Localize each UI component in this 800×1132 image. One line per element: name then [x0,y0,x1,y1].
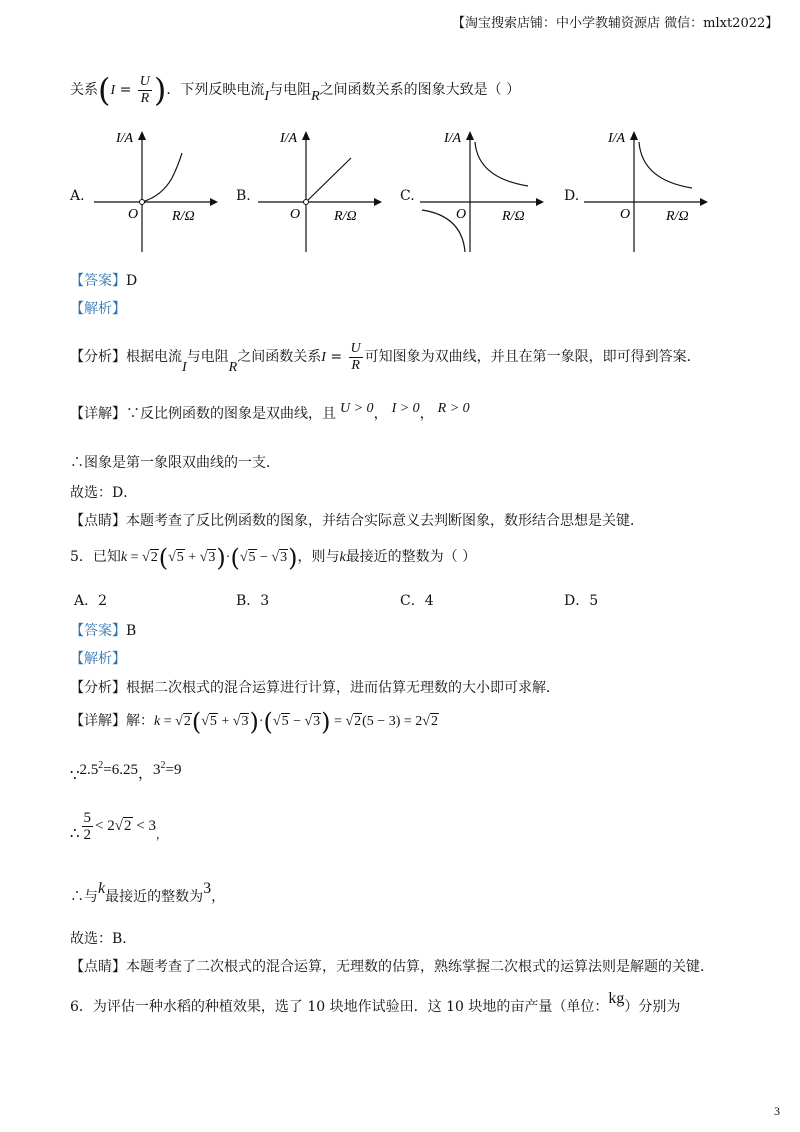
var-i: I [182,360,187,375]
q5-choose: 故选：B． [70,931,137,947]
option-c-label: C. [400,188,415,204]
fenxi-text-2: 与电阻 [186,349,229,365]
answer-tag: 【答案】 [70,273,126,289]
comment-text: 本题考查了二次根式的混合运算，无理数的估算，熟练掌握二次根式的运算法则是解题的关键． [126,959,714,975]
option-b-ylabel: I/A [280,131,298,146]
comment-text: 本题考查了反比例函数的图象，并结合实际意义去判断图象，数形结合思想是关键． [126,513,644,529]
analysis-tag: 【解析】 [70,651,126,667]
q5-stem-suffix2: 最接近的整数为（ ） [345,549,477,565]
option-b-xlabel: R/Ω [334,209,357,224]
header-watermark: 【淘宝搜索店铺：中小学教辅资源店 微信：mlxt2022】 [452,16,779,31]
ineq-rad: 2 [124,818,132,834]
option-b-graph [256,128,386,257]
step1-val-b: =9 [165,762,182,778]
q6-stem [70,982,680,1016]
comma: ， [373,406,388,422]
q4-analysis-line: 【分析】根据电流I与电阻R之间函数关系I = $\frac{U}{R}$ 可知图象为双曲线，并且在第一象限，即可得到答案． [70,340,701,375]
fenxi-text: 根据二次根式的混合运算进行计算，进而估算无理数的大小即可求解． [126,680,560,696]
answer-value: D [126,273,138,289]
q5-option-b: B．3 [236,593,270,609]
analysis-tag: 【解析】 [70,301,126,317]
q4-stem-mid2: 与电阻 [269,82,312,98]
q4-answer-line [70,270,137,290]
fenxi-tag: 【分析】 [70,680,126,696]
detail-prefix: 解： [126,713,154,729]
option-d-origin: O [620,207,631,222]
q4-stem-mid: ．下列反映电流 [166,82,265,98]
formula-fraction: $\frac{U}{R}$ [350,340,361,373]
formula-fraction: $\frac{U}{R}$ [139,73,150,106]
var-k: k [98,880,106,897]
q6-stem-end: ）分别为 [624,999,681,1015]
var-r: R [228,360,238,375]
q4-stem-suffix: 之间函数关系的图象大致是（ ） [319,82,521,98]
q6-unit: kg [608,990,625,1007]
q4-stem-prefix: 关系 [70,82,98,98]
q5-comment [70,956,714,976]
condition-r: R > 0 [437,401,470,416]
step1-base-b: 3 [153,762,161,778]
option-d-ylabel: I/A [608,131,626,146]
therefore-symbol: ∴ [70,826,80,842]
fenxi-text-3: 之间函数关系 [237,349,322,365]
option-b-label: B. [236,188,251,204]
ineq-end: < 3 [136,818,156,834]
q4-comment [70,510,644,530]
detail-tag: 【详解】 [70,713,126,729]
q5-stem-suffix: ，则与 [297,549,340,565]
page-number: 3 [774,1104,780,1118]
answer-value: B [126,623,137,639]
fenxi-text-4: 可知图象为双曲线，并且在第一象限，即可得到答案． [364,349,701,365]
option-c-ylabel: I/A [444,131,462,146]
q5-option-c: C．4 [400,593,434,609]
detail-text: ∵反比例函数的图象是双曲线，且 [126,406,336,422]
q5-detail [70,704,439,739]
option-b-origin: O [290,207,301,222]
conclusion-mid: 最接近的整数为 [105,889,204,905]
answer-tag: 【答案】 [70,623,126,639]
option-a-ylabel: I/A [116,131,134,146]
q5-option-d: D．5 [564,593,599,609]
q5-answer-line [70,620,136,640]
var-k: k [339,550,346,565]
q6-stem-text: 6．为评估一种水稻的种植效果，选了 10 块地作试验田．这 10 块地的亩产量（单位： [70,999,609,1015]
step1-val-a: =6.25 [103,762,139,778]
because-symbol: ∵ [70,768,80,784]
option-a-xlabel: R/Ω [172,209,195,224]
step2-fraction: $\frac{5}{2}$ [83,810,92,844]
conclusion-value: 3 [203,880,212,897]
q5-expression: k = √2(√5 + √3)·(√5 − √3) [120,543,298,572]
comment-tag: 【点睛】 [70,513,126,529]
q5-analysis [70,677,560,697]
step1-exp-b: 2 [160,760,166,771]
q5-stem-prefix: 5．已知 [70,549,121,565]
step1-base-a: 2.5 [79,762,99,778]
comment-tag: 【点睛】 [70,959,126,975]
condition-u: U > 0 [340,401,374,416]
option-a-label: A. [70,188,85,204]
q5-conclusion: ∴与k最接近的整数为3， [70,880,226,905]
option-a-graph [92,128,222,257]
q5-detail-expression: k = √2(√5 + √3)·(√5 − √3) = √2(5 − 3) = 2√2 [154,707,438,736]
formula-lhs: I [110,83,116,98]
q4-therefore: ∴图象是第一象限双曲线的一支． [70,455,280,471]
condition-i: I > 0 [391,401,420,416]
fenxi-tag: 【分析】 [70,349,126,365]
q5-option-a: A．2 [74,593,108,609]
option-c-graph [418,128,548,257]
option-d-label: D. [564,188,580,204]
option-c-origin: O [456,207,467,222]
option-d-graph [582,128,712,257]
var-r: R [311,89,320,104]
q4-stem: 关系(I = $\frac{U}{R}$ )．下列反映电流I与电阻R之间函数关系的图象大致是（ ） [70,71,521,109]
q5-stem [70,540,476,575]
comma: ， [419,406,434,422]
q4-detail-line [70,400,470,429]
option-c-xlabel: R/Ω [502,209,525,224]
detail-tag: 【详解】 [70,406,126,422]
q4-choose: 故选：D． [70,485,138,501]
var-i: I [264,89,270,104]
step1-exp-a: 2 [98,760,104,771]
q5-step1: $\because 2.5^2=6.25$，$3^2=9$ [70,760,182,784]
ineq-mid: < 2 [95,818,115,834]
formula-lhs: I [321,350,326,365]
q5-step2: ∴ $\frac{5}{2}$ < $2√2 < 3_,$ [70,810,167,844]
fenxi-text-1: 根据电流 [126,349,182,365]
option-d-xlabel: R/Ω [666,209,689,224]
option-a-origin: O [128,207,139,222]
conclusion-pre: ∴与 [70,889,98,905]
